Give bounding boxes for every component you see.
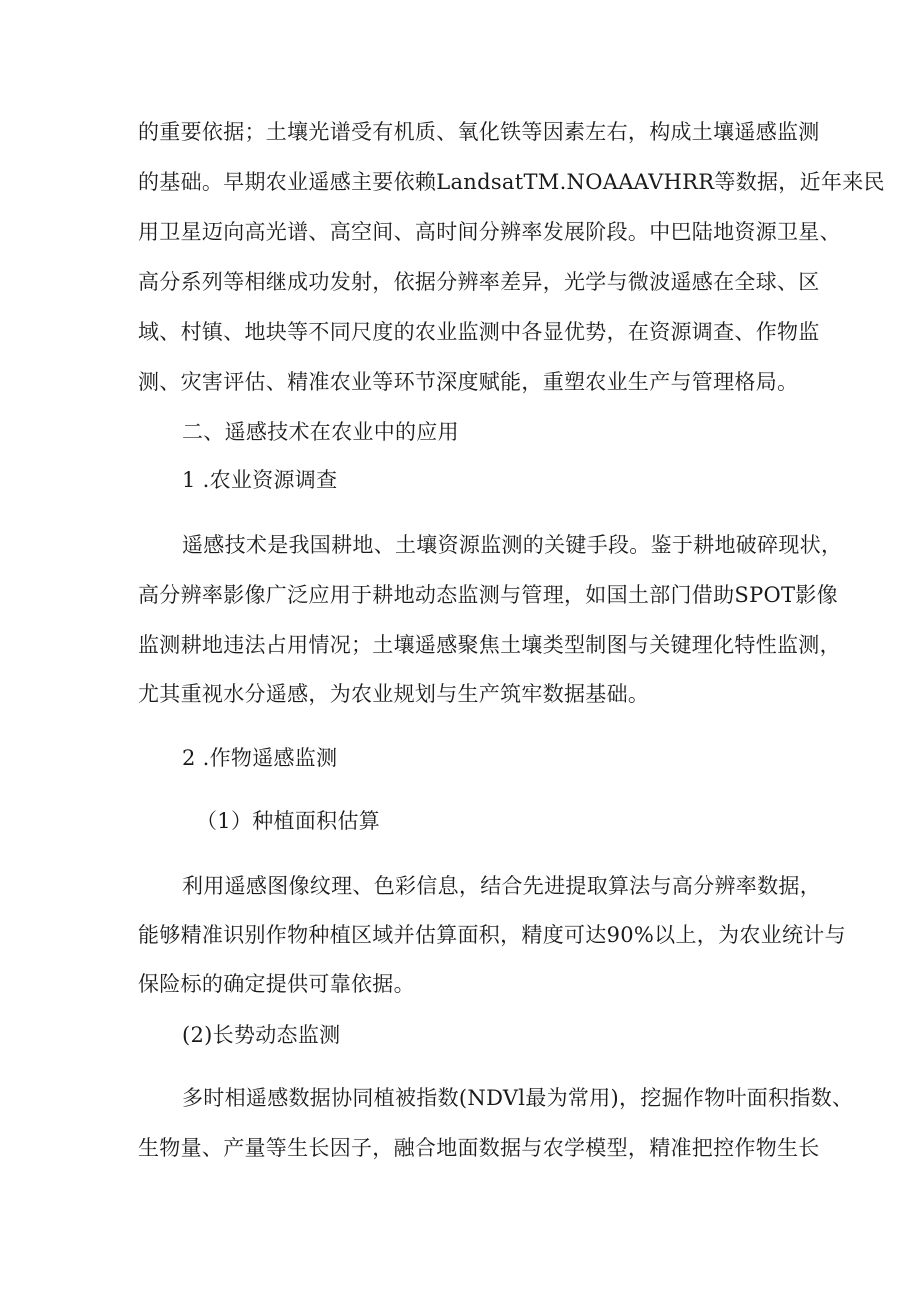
- paragraph-line: 遥感技术是我国耕地、土壤资源监测的关键手段。鉴于耕地破碎现状，: [182, 533, 843, 557]
- paragraph-line: 用卫星迈向高光谱、高空间、高时间分辨率发展阶段。中巴陆地资源卫星、: [138, 220, 841, 244]
- paragraph-line: 保险标的确定提供可靠依据。: [138, 972, 415, 996]
- paragraph-line: 能够精准识别作物种植区域并估算面积，精度可达90%以上，为农业统计与: [138, 923, 846, 947]
- paragraph-line: 多时相遥感数据协同植被指数(NDVl最为常用)，挖掘作物叶面积指数、: [182, 1086, 854, 1110]
- paragraph-line: 测、灾害评估、精准农业等环节深度赋能，重塑农业生产与管理格局。: [138, 370, 799, 394]
- paragraph-line: 尤其重视水分遥感，为农业规划与生产筑牢数据基础。: [138, 682, 650, 706]
- subsection-heading: 1 .农业资源调查: [182, 468, 338, 492]
- paragraph-line: 域、村镇、地块等不同尺度的农业监测中各显优势，在资源调查、作物监: [138, 320, 820, 344]
- subsubsection-heading: （1）种植面积估算: [196, 809, 381, 833]
- paragraph-line: 的基础。早期农业遥感主要依赖LandsatTM.NOAAAVHRR等数据，近年来民: [138, 170, 885, 194]
- paragraph-line: 高分辨率影像广泛应用于耕地动态监测与管理，如国土部门借助SPOT影像: [138, 583, 838, 607]
- paragraph-line: 的重要依据；土壤光谱受有机质、氧化铁等因素左右，构成土壤遥感监测: [138, 120, 820, 144]
- paragraph-line: 高分系列等相继成功发射，依据分辨率差异，光学与微波遥感在全球、区: [138, 270, 820, 294]
- subsubsection-heading: (2)长势动态监测: [182, 1023, 341, 1047]
- paragraph-line: 生物量、产量等生长因子，融合地面数据与农学模型，精准把控作物生长: [138, 1136, 820, 1160]
- paragraph-line: 监测耕地违法占用情况；土壤遥感聚焦土壤类型制图与关键理化特性监测，: [138, 633, 841, 657]
- subsection-heading: 2 .作物遥感监测: [182, 746, 338, 770]
- paragraph-line: 利用遥感图像纹理、色彩信息，结合先进提取算法与高分辨率数据，: [182, 874, 821, 898]
- section-heading: 二、遥感技术在农业中的应用: [182, 420, 459, 444]
